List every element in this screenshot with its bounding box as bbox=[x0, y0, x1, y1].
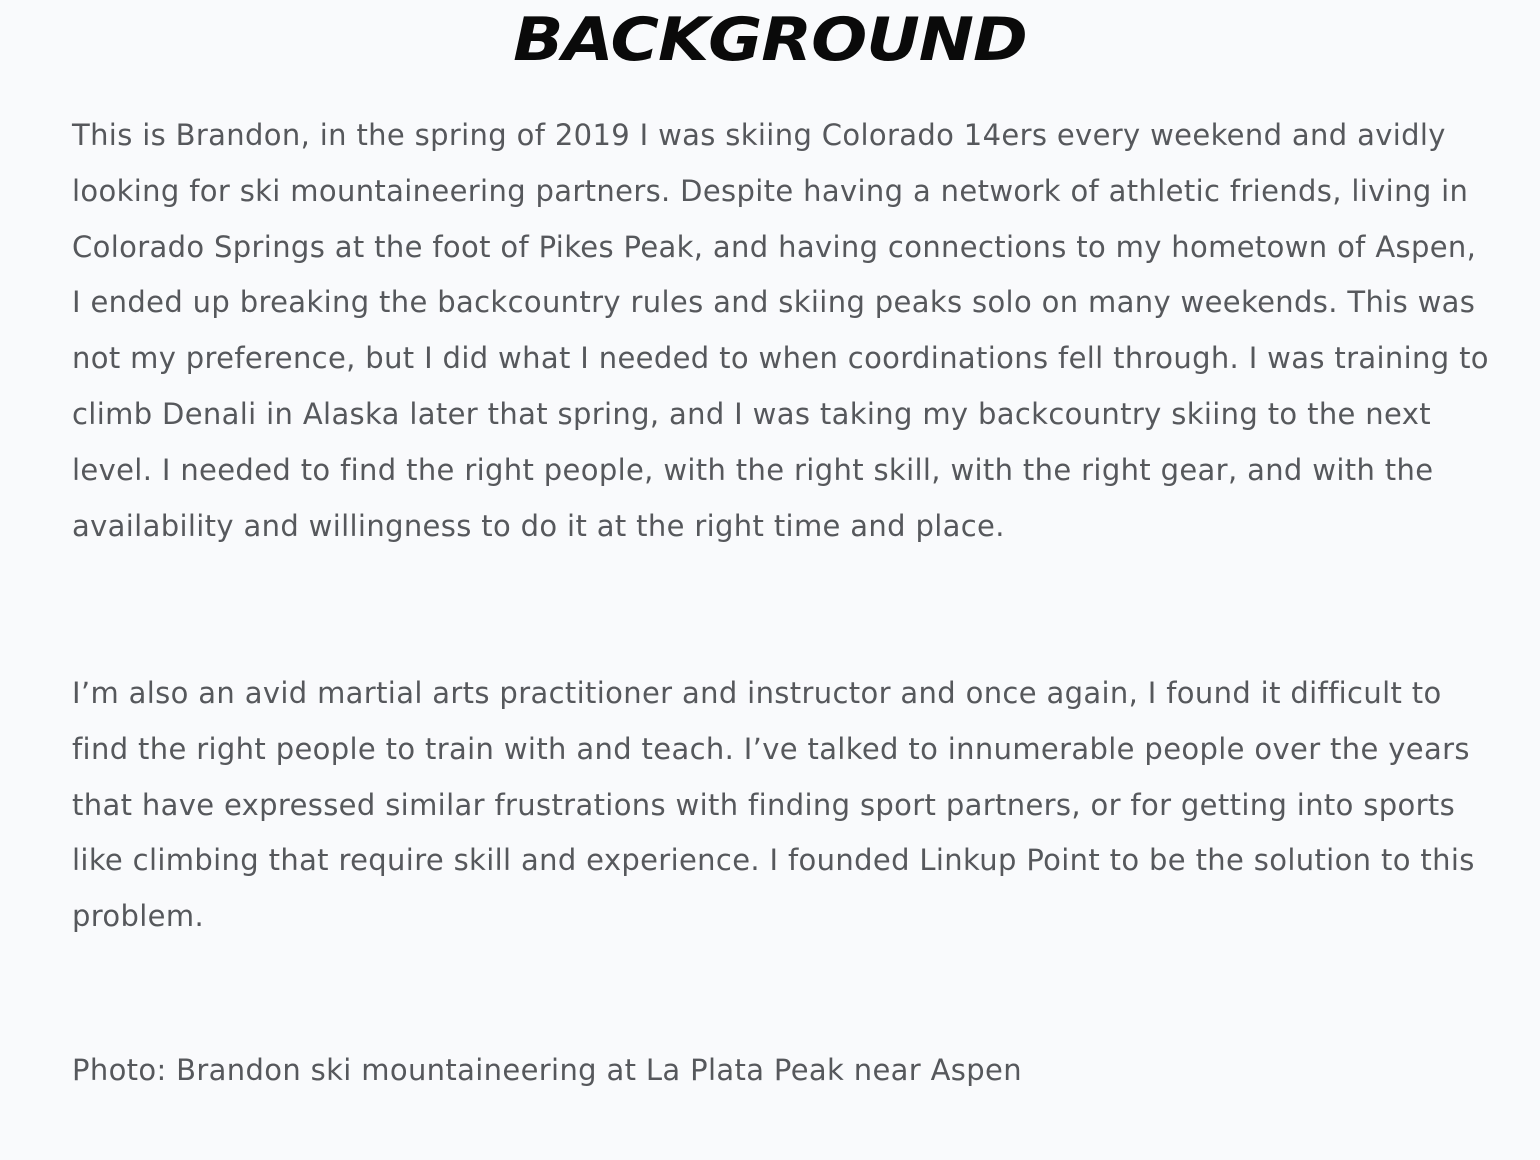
background-paragraph-1: This is Brandon, in the spring of 2019 I was skiing Colorado 14ers every weekend and avidly looking for ski mountaineering partners. Despite having a network of athletic friends, living in Colorado Springs at the foot of Pikes Peak, and having connections to my hometown of Aspen, I ended up breaking the backcountry rules and skiing peaks solo on many weekends. This was not my preference, but I did what I needed to when coordinations fell through. I was training to climb Denali in Alaska later that spring, and I was taking my backcountry skiing to the next level. I needed to find the right people, with the right skill, with the right gear, and with the availability and willingness to do it at the right time and place. bbox=[72, 118, 1489, 543]
photo-caption: Photo: Brandon ski mountaineering at La Plata Peak near Aspen bbox=[72, 1053, 1022, 1087]
background-paragraph-2: I’m also an avid martial arts practitioner and instructor and once again, I found it difficult to find the right people to train with and teach. I’ve talked to innumerable people over the years that have expressed similar frustrations with finding sport partners, or for getting into sports like climbing that require skill and experience. I founded Linkup Point to be the solution to this problem. bbox=[72, 676, 1475, 934]
section-heading: BACKGROUND bbox=[513, 4, 1027, 75]
